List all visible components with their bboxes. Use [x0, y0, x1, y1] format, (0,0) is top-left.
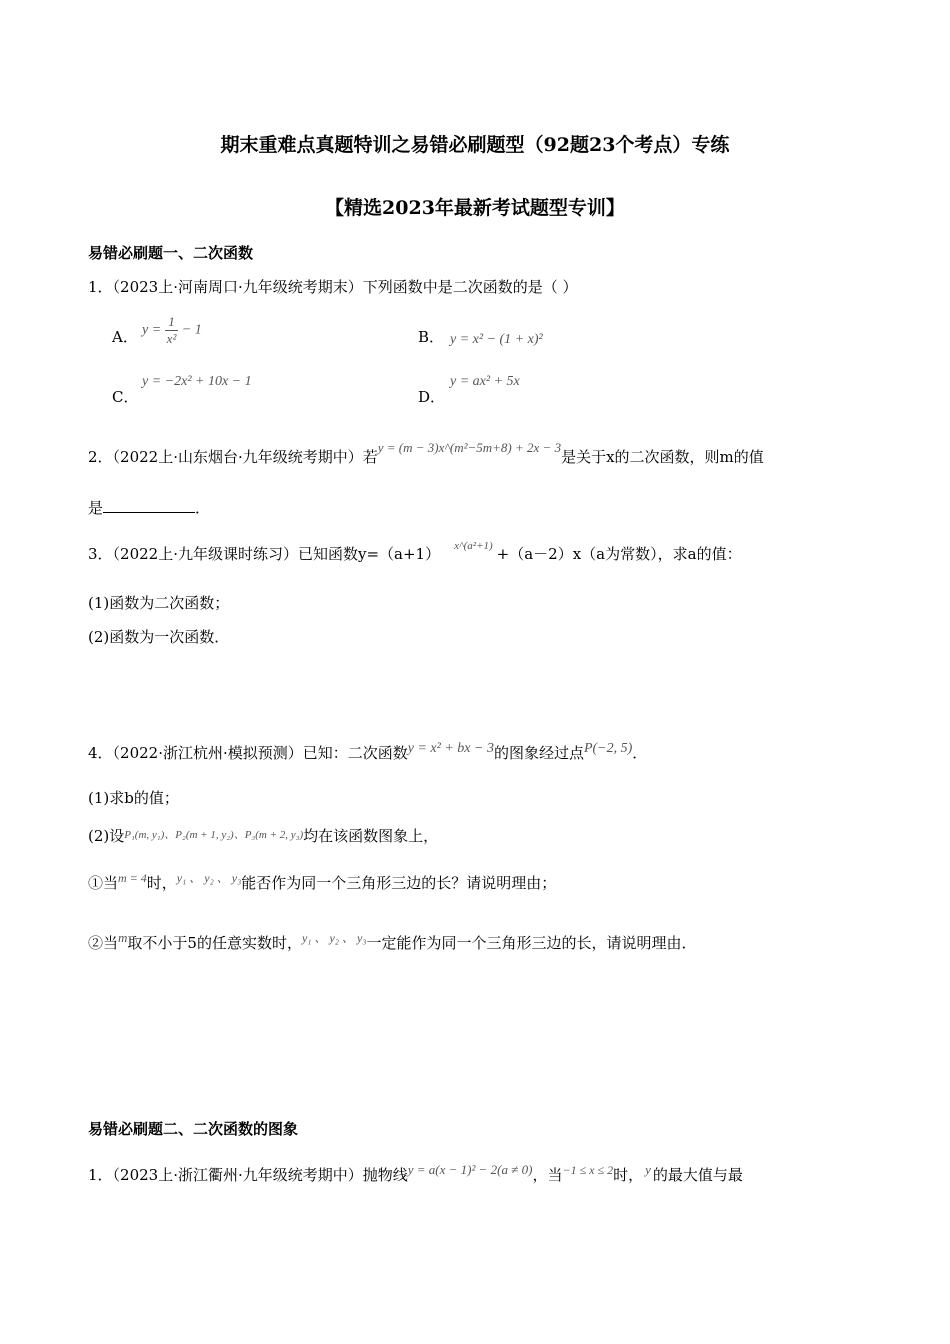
page-title: 期末重难点真题特训之易错必刷题型（92题23个考点）专练 [220, 134, 730, 156]
option-b-formula: y = x² − (1 + x)² [450, 332, 543, 347]
q4-var-m: m [118, 930, 128, 945]
option-d-label: D． [418, 388, 446, 406]
option-b-label: B． [418, 328, 445, 346]
question-1-4-case1: ①当$^{m = 4}$时，$^{y_1 、 y_2 、 y_3}$能否作为同一个三角形三边的长？请说明理由； [88, 871, 557, 892]
q4-vars-1: y₁ 、 y₂ 、 y₃ [176, 871, 242, 885]
section-1-heading: 易错必刷题一、二次函数 [88, 244, 254, 262]
q2-formula: y = (m − 3)x^(m²−5m+8) + 2x − 3 [377, 440, 562, 455]
option-a-label: A． [112, 328, 138, 346]
question-1-3-part2: (2)函数为一次函数． [88, 628, 230, 646]
page-subtitle: 【精选2023年最新考试题型专训】 [325, 197, 625, 219]
question-1-3: 3．（2022上·九年级课时练习）已知函数y=（a+1） $^{x\^{}(a^2+1)}$ +（a－2）x（a为常数），求a的值： [88, 540, 742, 563]
s2q1-range: −1 ≤ x ≤ 2 [562, 1163, 614, 1177]
q4-point: P(−2, 5) [583, 741, 633, 756]
question-1-4-case2: ②当m取不小于5的任意实数时，$^{y_1 、 y_2 、 y_3}$一定能作为同一个三角形三边的长，请说明理由． [88, 930, 697, 952]
question-1-4-part1: (1)求b的值； [88, 789, 179, 807]
s2q1-var: y [645, 1162, 651, 1177]
question-1-4: 4．（2022·浙江杭州·模拟预测）已知：二次函数y = x² + bx − 3的图象经过点P(−2, 5)． [88, 741, 648, 762]
question-2-1: 1．（2023上·浙江衢州·九年级统考期中）抛物线y = a(x − 1)² − 2(a ≠ 0)，当$^{-1 \le x \le 2}$时， y 的最大值与最 [88, 1162, 743, 1184]
question-1-2-line2: 是 ． [88, 499, 211, 517]
q4-vars-2: y₁ 、 y₂ 、 y₃ [301, 931, 367, 945]
q4-condition: m = 4 [118, 871, 147, 885]
q3-exponent: x^(a²+1) [454, 540, 493, 552]
question-1-2: 2．（2022上·山东烟台·九年级统考期中）若y = (m − 3)x^(m²−5m+8) + 2x − 3是关于x的二次函数，则m的值 [88, 440, 764, 466]
option-d-formula: y = ax² + 5x [450, 374, 520, 389]
section-2-heading: 易错必刷题二、二次函数的图象 [88, 1120, 299, 1138]
q4-points: P₁(m, y₁)、P₂(m + 1, y₂)、P₃(m + 2, y₃) [124, 829, 304, 841]
question-1-1: 1．（2023上·河南周口·九年级统考期末）下列函数中是二次函数的是（ ） [88, 278, 578, 296]
option-c-formula: y = −2x² + 10x − 1 [142, 374, 252, 389]
option-c-label: C． [112, 388, 139, 406]
option-a-formula: y = $\frac{1}{\text{x²}}$ − 1 [142, 314, 202, 346]
question-1-3-part1: (1)函数为二次函数； [88, 594, 230, 612]
answer-blank[interactable] [103, 498, 195, 513]
s2q1-formula: y = a(x − 1)² − 2(a ≠ 0) [407, 1162, 533, 1177]
question-1-4-part2: (2)设$^{P_1(m, y_1)、P_2(m + 1, y_2)、P_3(m + 2, y_3)}$均在该函数图象上， [88, 827, 439, 845]
q4-formula: y = x² + bx − 3 [407, 741, 494, 756]
